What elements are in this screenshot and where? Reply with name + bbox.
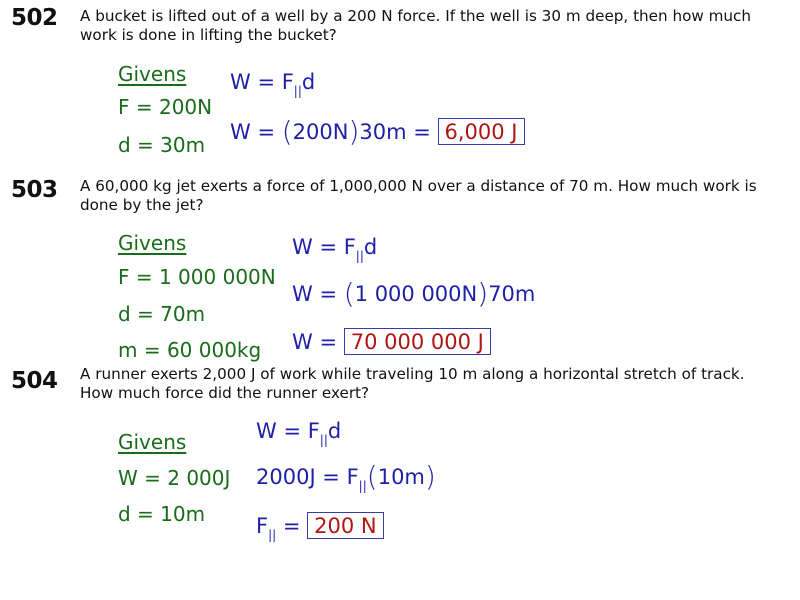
equation-work-formula: $W = F_{||}d$ (230, 70, 316, 98)
given-distance: d = 30m (118, 133, 206, 157)
equation-substitution: W = (200N)30m = 6,000 J (230, 118, 525, 145)
givens-heading: Givens (118, 62, 187, 86)
given-force: F = 200N (118, 95, 213, 119)
answer-box: 6,000 J (438, 118, 525, 145)
problem-question: A runner exerts 2,000 J of work while traveling 10 m along a horizontal stretch of track. How much force did the runner exert? (80, 365, 745, 402)
answer-box: 70 000 000 J (344, 328, 491, 355)
givens-heading: Givens (118, 430, 187, 454)
given-distance: d = 70m (118, 302, 206, 326)
problem-question: A bucket is lifted out of a well by a 200 N force. If the well is 30 m deep, then how much work is done in lifting the bucket? (80, 7, 752, 44)
equation-result: W = 70 000 000 J (292, 328, 491, 355)
given-distance: d = 10m (118, 502, 206, 526)
equation-work-formula: $W = F_{||}d$ (256, 419, 342, 447)
problem-number: 504 (11, 368, 58, 394)
problem-number: 503 (11, 177, 58, 203)
equation-work-formula: $W = F_{||}d$ (292, 235, 378, 263)
given-mass: m = 60 000kg (118, 338, 262, 362)
givens-heading: Givens (118, 231, 187, 255)
equation-substitution: $2000J = F_{||}(10m)$ (256, 460, 436, 493)
answer-box: 200 N (307, 512, 383, 539)
problem-number: 502 (11, 5, 58, 31)
equation-substitution: W = (1 000 000N)70m (292, 277, 536, 310)
problem-question: A 60,000 kg jet exerts a force of 1,000,000 N over a distance of 70 m. How much work is done by the jet? (80, 177, 757, 214)
equation-result: $F_{||} = 200$ N (256, 512, 384, 542)
given-force: F = 1 000 000N (118, 265, 276, 289)
given-work: W = 2 000J (118, 466, 231, 490)
